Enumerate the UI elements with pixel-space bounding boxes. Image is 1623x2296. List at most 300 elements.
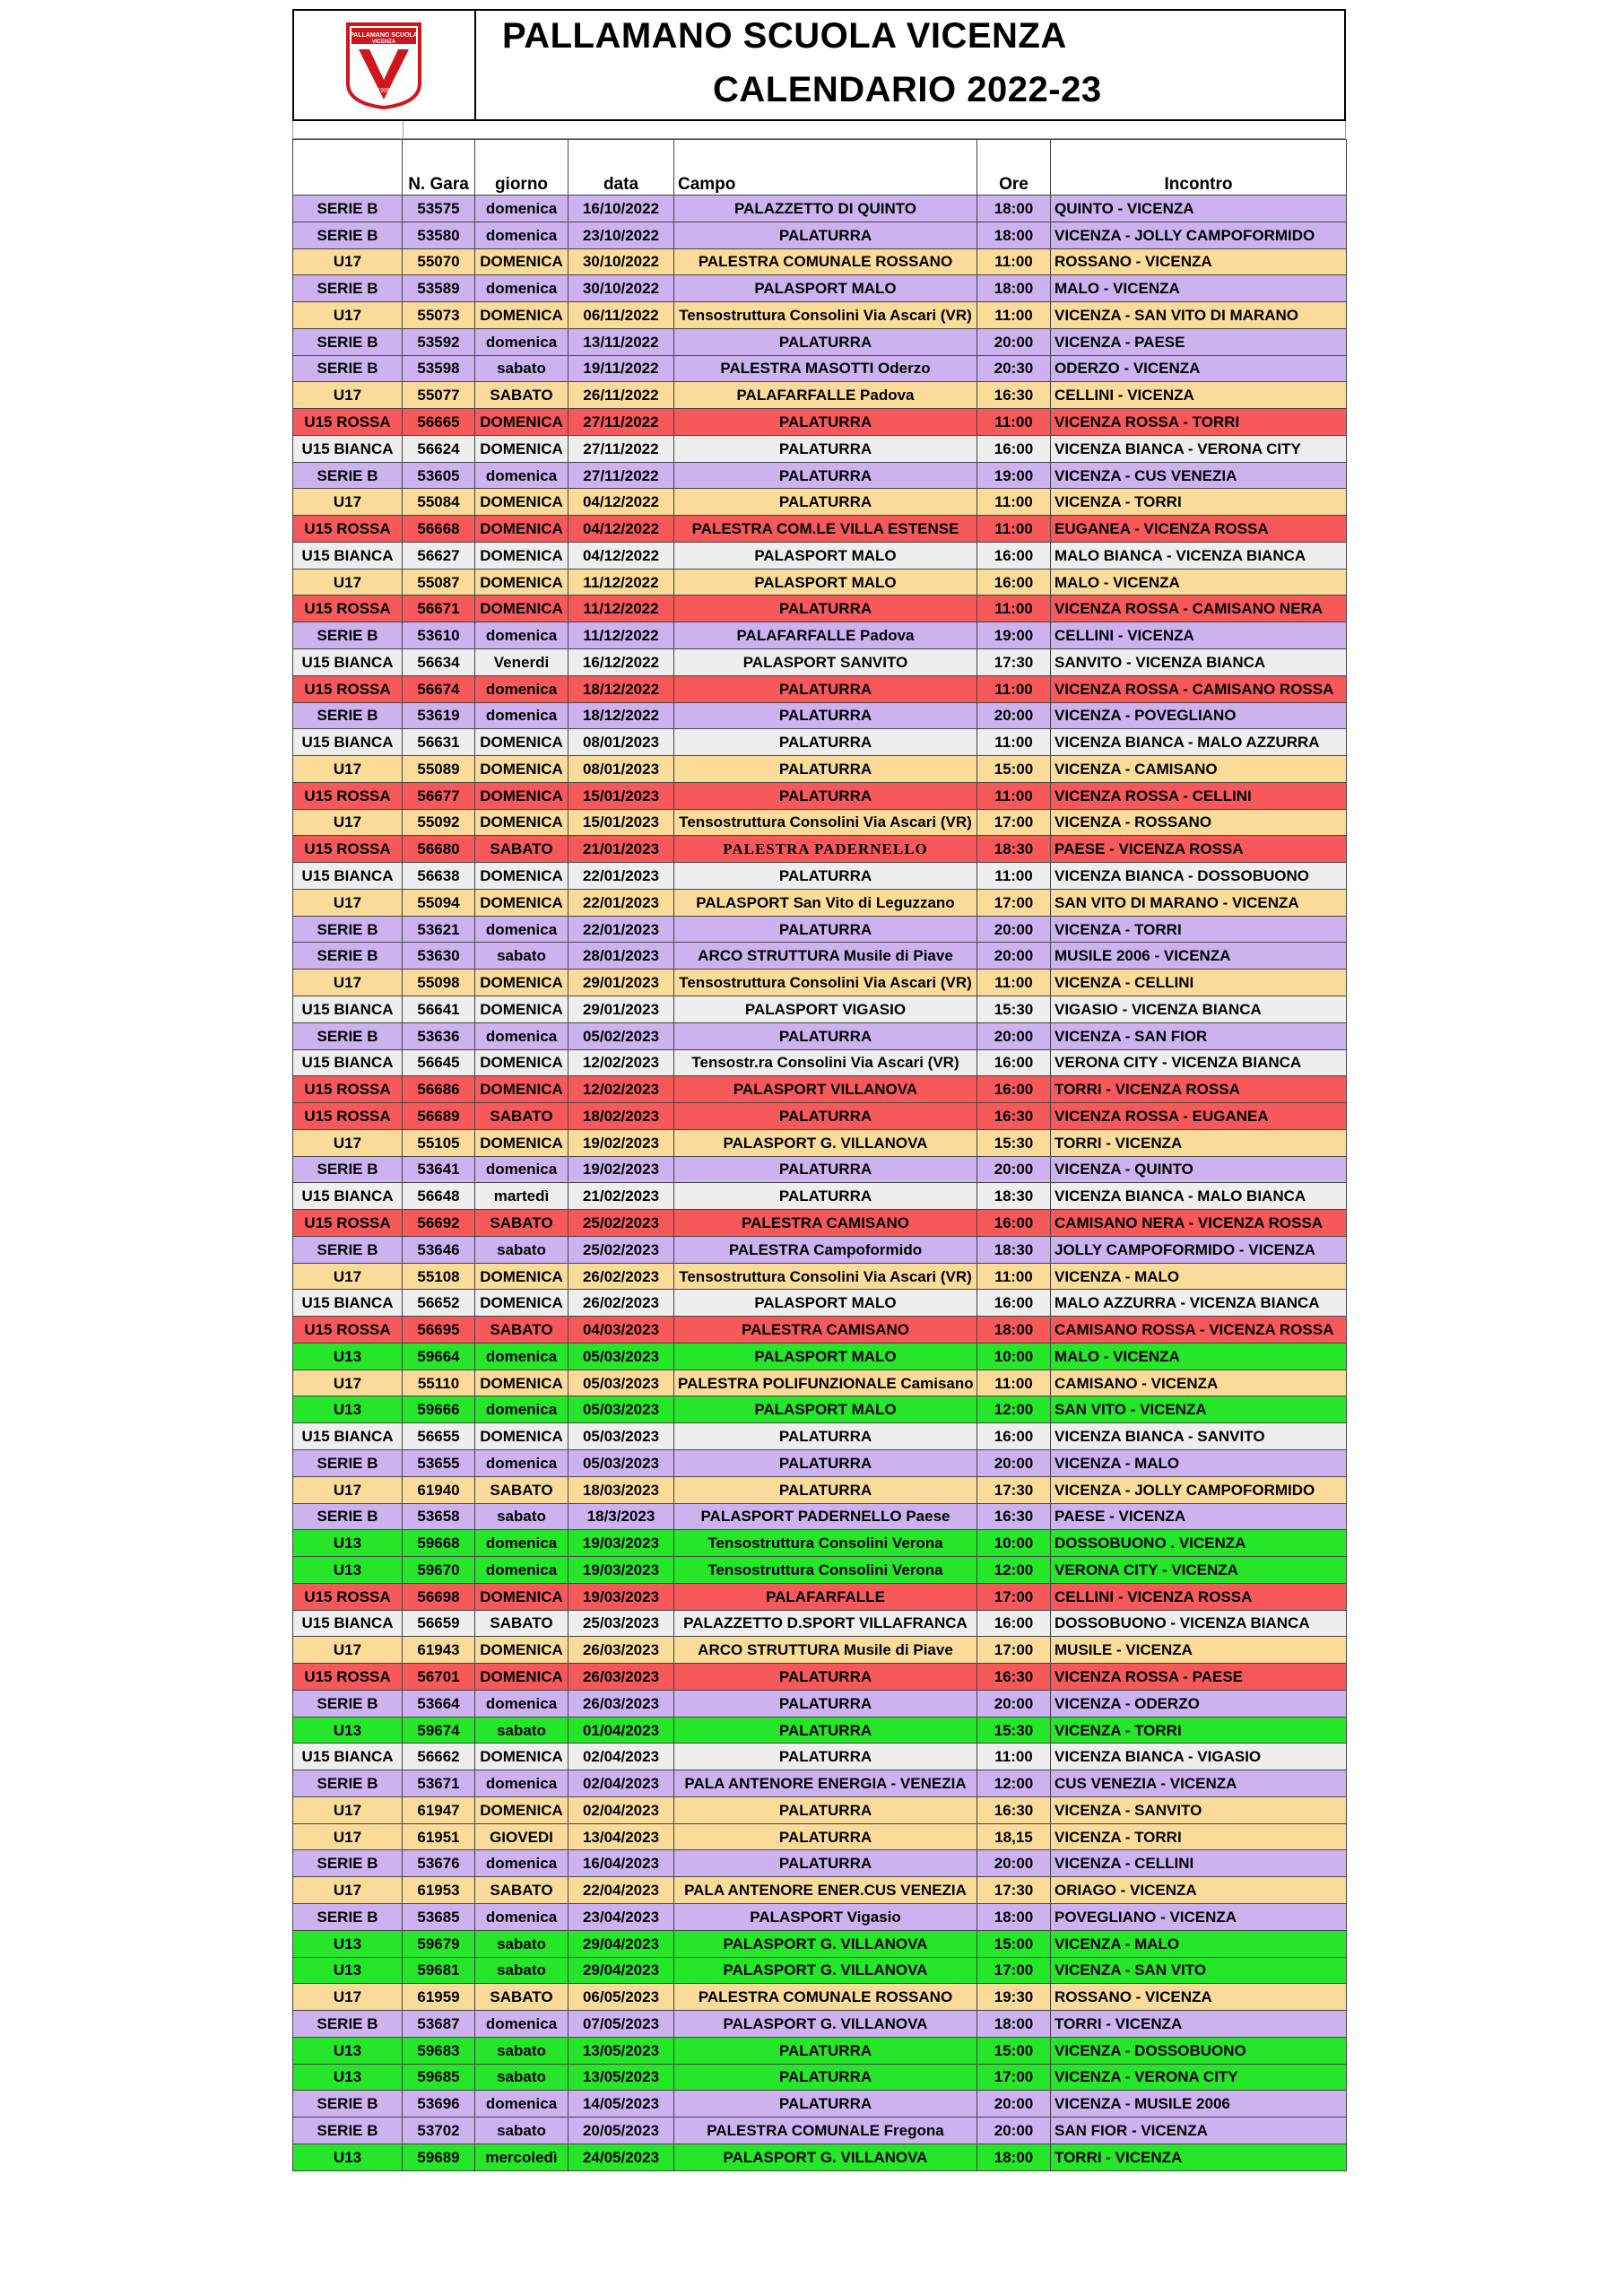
match-cell: VICENZA ROSSA - EUGANEA	[1051, 1103, 1347, 1130]
date-cell: 26/03/2023	[568, 1690, 674, 1717]
venue-cell: PALATURRA	[674, 675, 977, 702]
day-cell: SABATO	[475, 1877, 568, 1904]
game-number-cell: 56671	[403, 596, 475, 622]
venue-cell: PALATURRA	[674, 1796, 977, 1823]
venue-cell: PALASPORT San Vito di Leguzzano	[674, 889, 977, 916]
date-cell: 08/01/2023	[568, 756, 674, 783]
venue-cell: PALATURRA	[674, 1850, 977, 1877]
category-cell: U15 BIANCA	[293, 1744, 403, 1770]
table-row	[293, 756, 1347, 783]
day-cell: DOMENICA	[475, 1423, 568, 1450]
date-cell: 04/03/2023	[568, 1317, 674, 1344]
date-cell: 01/04/2023	[568, 1717, 674, 1744]
time-cell: 18:00	[977, 1317, 1051, 1344]
table-row	[293, 409, 1347, 436]
time-cell: 11:00	[977, 489, 1051, 516]
date-cell: 13/04/2023	[568, 1823, 674, 1850]
date-cell: 19/03/2023	[568, 1557, 674, 1584]
match-cell: VICENZA ROSSA - CAMISANO ROSSA	[1051, 675, 1347, 702]
date-cell: 11/12/2022	[568, 596, 674, 622]
time-cell: 16:30	[977, 1503, 1051, 1530]
match-cell: VICENZA - TORRI	[1051, 916, 1347, 943]
category-cell: U15 ROSSA	[293, 1664, 403, 1691]
match-cell: DOSSOBUONO - VICENZA BIANCA	[1051, 1610, 1347, 1637]
club-logo	[344, 21, 423, 110]
match-cell: VICENZA BIANCA - VERONA CITY	[1051, 435, 1347, 462]
table-row	[293, 1076, 1347, 1103]
table-row	[293, 970, 1347, 996]
match-cell: MALO - VICENZA	[1051, 1343, 1347, 1370]
game-number-cell: 56686	[403, 1076, 475, 1103]
day-cell: DOMENICA	[475, 435, 568, 462]
table-row	[293, 675, 1347, 702]
day-cell: domenica	[475, 2091, 568, 2118]
day-cell: domenica	[475, 916, 568, 943]
match-cell: MALO - VICENZA	[1051, 275, 1347, 302]
match-cell: SAN VITO - VICENZA	[1051, 1396, 1347, 1423]
venue-cell: PALASPORT G. VILLANOVA	[674, 1957, 977, 1984]
time-cell: 15:30	[977, 1129, 1051, 1156]
match-cell: VICENZA - JOLLY CAMPOFORMIDO	[1051, 222, 1347, 248]
game-number-cell: 53575	[403, 196, 475, 222]
table-row	[293, 622, 1347, 649]
day-cell: SABATO	[475, 382, 568, 409]
time-cell: 17:30	[977, 1877, 1051, 1904]
time-cell: 19:00	[977, 462, 1051, 489]
date-cell: 16/04/2023	[568, 1850, 674, 1877]
match-cell: VICENZA BIANCA - SANVITO	[1051, 1423, 1347, 1450]
game-number-cell: 56638	[403, 863, 475, 890]
match-cell: VICENZA - CUS VENEZIA	[1051, 462, 1347, 489]
game-number-cell: 55110	[403, 1370, 475, 1396]
time-cell: 17:30	[977, 1476, 1051, 1503]
match-cell: VICENZA - TORRI	[1051, 1717, 1347, 1744]
match-cell: POVEGLIANO - VICENZA	[1051, 1904, 1347, 1931]
match-cell: MUSILE - VICENZA	[1051, 1637, 1347, 1664]
day-cell: SABATO	[475, 1476, 568, 1503]
day-cell: DOMENICA	[475, 1290, 568, 1317]
time-cell: 17:00	[977, 1583, 1051, 1610]
date-cell: 27/11/2022	[568, 435, 674, 462]
time-cell: 10:00	[977, 1530, 1051, 1557]
match-cell: VICENZA - MALO	[1051, 1449, 1347, 1476]
time-cell: 12:00	[977, 1557, 1051, 1584]
table-row	[293, 1236, 1347, 1263]
category-cell: U15 ROSSA	[293, 1103, 403, 1130]
date-cell: 22/01/2023	[568, 889, 674, 916]
time-cell: 11:00	[977, 302, 1051, 329]
table-row	[293, 1343, 1347, 1370]
venue-cell: PALESTRA CAMISANO	[674, 1210, 977, 1237]
match-cell: PAESE - VICENZA ROSSA	[1051, 836, 1347, 863]
date-cell: 12/02/2023	[568, 1049, 674, 1076]
table-row	[293, 782, 1347, 809]
day-cell: DOMENICA	[475, 569, 568, 596]
day-cell: DOMENICA	[475, 782, 568, 809]
date-cell: 29/04/2023	[568, 1957, 674, 1984]
category-cell: SERIE B	[293, 275, 403, 302]
match-cell: VICENZA BIANCA - DOSSOBUONO	[1051, 863, 1347, 890]
page-subtitle: CALENDARIO 2022-23	[713, 70, 1102, 109]
logo-year: 1995	[376, 87, 391, 94]
date-cell: 25/02/2023	[568, 1236, 674, 1263]
date-cell: 02/04/2023	[568, 1770, 674, 1797]
schedule-body	[293, 196, 1347, 2171]
match-cell: CELLINI - VICENZA	[1051, 382, 1347, 409]
category-cell: U15 ROSSA	[293, 516, 403, 543]
game-number-cell: 56631	[403, 729, 475, 756]
table-row	[293, 649, 1347, 676]
time-cell: 20:00	[977, 2118, 1051, 2144]
venue-cell: Tensostr.ra Consolini Via Ascari (VR)	[674, 1049, 977, 1076]
match-cell: VICENZA ROSSA - CELLINI	[1051, 782, 1347, 809]
game-number-cell: 53592	[403, 328, 475, 355]
category-cell: U13	[293, 2144, 403, 2170]
venue-cell: PALESTRA POLIFUNZIONALE Camisano	[674, 1370, 977, 1396]
date-cell: 25/03/2023	[568, 1610, 674, 1637]
category-cell: SERIE B	[293, 1503, 403, 1530]
match-cell: DOSSOBUONO . VICENZA	[1051, 1530, 1347, 1557]
venue-cell: PALA ANTENORE ENERGIA - VENEZIA	[674, 1770, 977, 1797]
table-row	[293, 1984, 1347, 2011]
date-cell: 30/10/2022	[568, 248, 674, 275]
time-cell: 16:30	[977, 1103, 1051, 1130]
col-game-number: N. Gara	[403, 140, 475, 196]
match-cell: VICENZA - QUINTO	[1051, 1156, 1347, 1183]
category-cell: SERIE B	[293, 1770, 403, 1797]
venue-cell: PALATURRA	[674, 2091, 977, 2118]
category-cell: U15 BIANCA	[293, 1610, 403, 1637]
venue-cell: Tensostruttura Consolini Verona	[674, 1530, 977, 1557]
day-cell: DOMENICA	[475, 542, 568, 569]
table-row	[293, 302, 1347, 329]
table-row	[293, 355, 1347, 382]
time-cell: 18:30	[977, 836, 1051, 863]
date-cell: 26/02/2023	[568, 1263, 674, 1290]
game-number-cell: 56665	[403, 409, 475, 436]
category-cell: U17	[293, 1476, 403, 1503]
date-cell: 26/03/2023	[568, 1637, 674, 1664]
time-cell: 11:00	[977, 782, 1051, 809]
venue-cell: PALATURRA	[674, 702, 977, 729]
time-cell: 11:00	[977, 1263, 1051, 1290]
date-cell: 19/03/2023	[568, 1583, 674, 1610]
venue-cell: PALESTRA COMUNALE Fregona	[674, 2118, 977, 2144]
game-number-cell: 56659	[403, 1610, 475, 1637]
day-cell: domenica	[475, 1850, 568, 1877]
time-cell: 16:00	[977, 1610, 1051, 1637]
date-cell: 23/10/2022	[568, 222, 674, 248]
table-row	[293, 943, 1347, 970]
table-row	[293, 462, 1347, 489]
day-cell: DOMENICA	[475, 302, 568, 329]
date-cell: 14/05/2023	[568, 2091, 674, 2118]
venue-cell: PALATURRA	[674, 2064, 977, 2091]
venue-cell: PALASPORT MALO	[674, 542, 977, 569]
category-cell: SERIE B	[293, 355, 403, 382]
venue-cell: PALATURRA	[674, 409, 977, 436]
venue-cell: PALATURRA	[674, 222, 977, 248]
category-cell: SERIE B	[293, 1236, 403, 1263]
game-number-cell: 55092	[403, 809, 475, 836]
spacer-row	[292, 121, 1346, 139]
time-cell: 17:00	[977, 1637, 1051, 1664]
time-cell: 20:00	[977, 1690, 1051, 1717]
day-cell: sabato	[475, 1930, 568, 1957]
date-cell: 18/3/2023	[568, 1503, 674, 1530]
match-cell: VICENZA - PAESE	[1051, 328, 1347, 355]
logo-name: VICENZA	[371, 39, 395, 45]
table-row	[293, 702, 1347, 729]
date-cell: 26/03/2023	[568, 1664, 674, 1691]
game-number-cell: 53619	[403, 702, 475, 729]
day-cell: DOMENICA	[475, 596, 568, 622]
table-row	[293, 1610, 1347, 1637]
category-cell: U13	[293, 1930, 403, 1957]
date-cell: 21/01/2023	[568, 836, 674, 863]
game-number-cell: 61959	[403, 1984, 475, 2011]
date-cell: 05/03/2023	[568, 1449, 674, 1476]
game-number-cell: 53589	[403, 275, 475, 302]
date-cell: 23/04/2023	[568, 1904, 674, 1931]
category-cell: SERIE B	[293, 702, 403, 729]
venue-cell: PALATURRA	[674, 782, 977, 809]
game-number-cell: 56624	[403, 435, 475, 462]
game-number-cell: 59668	[403, 1530, 475, 1557]
day-cell: domenica	[475, 328, 568, 355]
time-cell: 16:00	[977, 1210, 1051, 1237]
day-cell: DOMENICA	[475, 1637, 568, 1664]
date-cell: 19/11/2022	[568, 355, 674, 382]
category-cell: U17	[293, 489, 403, 516]
venue-cell: Tensostruttura Consolini Via Ascari (VR)	[674, 1263, 977, 1290]
day-cell: domenica	[475, 675, 568, 702]
category-cell: SERIE B	[293, 328, 403, 355]
day-cell: domenica	[475, 1343, 568, 1370]
time-cell: 18:30	[977, 1236, 1051, 1263]
venue-cell: PALESTRA COMUNALE ROSSANO	[674, 1984, 977, 2011]
match-cell: TORRI - VICENZA	[1051, 2011, 1347, 2038]
date-cell: 22/04/2023	[568, 1877, 674, 1904]
table-row	[293, 435, 1347, 462]
category-cell: U17	[293, 1370, 403, 1396]
match-cell: VICENZA - SAN VITO DI MARANO	[1051, 302, 1347, 329]
day-cell: domenica	[475, 275, 568, 302]
venue-cell: Tensostruttura Consolini Via Ascari (VR)	[674, 970, 977, 996]
category-cell: U17	[293, 889, 403, 916]
game-number-cell: 53658	[403, 1503, 475, 1530]
game-number-cell: 56648	[403, 1183, 475, 1210]
day-cell: domenica	[475, 702, 568, 729]
date-cell: 20/05/2023	[568, 2118, 674, 2144]
category-cell: U15 BIANCA	[293, 1290, 403, 1317]
date-cell: 18/12/2022	[568, 702, 674, 729]
day-cell: sabato	[475, 2064, 568, 2091]
category-cell: U15 ROSSA	[293, 782, 403, 809]
time-cell: 15:00	[977, 1930, 1051, 1957]
match-cell: VICENZA BIANCA - MALO AZZURRA	[1051, 729, 1347, 756]
game-number-cell: 56695	[403, 1317, 475, 1344]
time-cell: 18:00	[977, 1904, 1051, 1931]
date-cell: 05/03/2023	[568, 1396, 674, 1423]
venue-cell: PALAFARFALLE Padova	[674, 382, 977, 409]
day-cell: domenica	[475, 196, 568, 222]
venue-cell: PALESTRA MASOTTI Oderzo	[674, 355, 977, 382]
table-row	[293, 2091, 1347, 2118]
time-cell: 20:30	[977, 355, 1051, 382]
category-cell: U15 BIANCA	[293, 863, 403, 890]
venue-cell: PALATURRA	[674, 1103, 977, 1130]
category-cell: U17	[293, 382, 403, 409]
match-cell: VICENZA ROSSA - PAESE	[1051, 1664, 1347, 1691]
game-number-cell: 61943	[403, 1637, 475, 1664]
time-cell: 20:00	[977, 328, 1051, 355]
game-number-cell: 53610	[403, 622, 475, 649]
match-cell: TORRI - VICENZA ROSSA	[1051, 1076, 1347, 1103]
date-cell: 21/02/2023	[568, 1183, 674, 1210]
time-cell: 15:30	[977, 1717, 1051, 1744]
game-number-cell: 53598	[403, 355, 475, 382]
table-row	[293, 569, 1347, 596]
category-cell: SERIE B	[293, 622, 403, 649]
game-number-cell: 56689	[403, 1103, 475, 1130]
venue-cell: Tensostruttura Consolini Via Ascari (VR)	[674, 809, 977, 836]
game-number-cell: 55087	[403, 569, 475, 596]
match-cell: VICENZA - JOLLY CAMPOFORMIDO	[1051, 1476, 1347, 1503]
game-number-cell: 55077	[403, 382, 475, 409]
match-cell: ROSSANO - VICENZA	[1051, 1984, 1347, 2011]
day-cell: sabato	[475, 355, 568, 382]
time-cell: 17:00	[977, 1957, 1051, 1984]
day-cell: DOMENICA	[475, 1049, 568, 1076]
time-cell: 17:00	[977, 2064, 1051, 2091]
game-number-cell: 53605	[403, 462, 475, 489]
time-cell: 18:00	[977, 222, 1051, 248]
match-cell: VICENZA - POVEGLIANO	[1051, 702, 1347, 729]
venue-cell: PALATURRA	[674, 1022, 977, 1049]
date-cell: 25/02/2023	[568, 1210, 674, 1237]
game-number-cell: 56655	[403, 1423, 475, 1450]
table-row	[293, 516, 1347, 543]
table-row	[293, 2011, 1347, 2038]
game-number-cell: 56641	[403, 996, 475, 1022]
category-cell: U17	[293, 1877, 403, 1904]
day-cell: martedì	[475, 1183, 568, 1210]
category-cell: U17	[293, 756, 403, 783]
match-cell: VIGASIO - VICENZA BIANCA	[1051, 996, 1347, 1022]
category-cell: U17	[293, 1637, 403, 1664]
col-day: giorno	[475, 140, 568, 196]
day-cell: DOMENICA	[475, 489, 568, 516]
match-cell: VICENZA - SAN VITO	[1051, 1957, 1347, 1984]
venue-cell: PALASPORT MALO	[674, 275, 977, 302]
date-cell: 27/11/2022	[568, 462, 674, 489]
table-row	[293, 809, 1347, 836]
date-cell: 15/01/2023	[568, 782, 674, 809]
time-cell: 17:00	[977, 809, 1051, 836]
category-cell: SERIE B	[293, 222, 403, 248]
match-cell: VICENZA - TORRI	[1051, 489, 1347, 516]
category-cell: U15 ROSSA	[293, 1210, 403, 1237]
day-cell: DOMENICA	[475, 1263, 568, 1290]
day-cell: SABATO	[475, 1984, 568, 2011]
day-cell: DOMENICA	[475, 970, 568, 996]
game-number-cell: 56627	[403, 542, 475, 569]
category-cell: SERIE B	[293, 1904, 403, 1931]
col-venue: Campo	[674, 140, 977, 196]
venue-cell: PALATURRA	[674, 489, 977, 516]
match-cell: QUINTO - VICENZA	[1051, 196, 1347, 222]
table-row	[293, 248, 1347, 275]
match-cell: MALO AZZURRA - VICENZA BIANCA	[1051, 1290, 1347, 1317]
time-cell: 16:30	[977, 382, 1051, 409]
table-row	[293, 2118, 1347, 2144]
date-cell: 05/03/2023	[568, 1343, 674, 1370]
table-row	[293, 2037, 1347, 2064]
time-cell: 11:00	[977, 1370, 1051, 1396]
venue-cell: PALESTRA CAMISANO	[674, 1317, 977, 1344]
day-cell: domenica	[475, 1557, 568, 1584]
venue-cell: PALASPORT G. VILLANOVA	[674, 2144, 977, 2170]
game-number-cell: 56662	[403, 1744, 475, 1770]
category-cell: SERIE B	[293, 2011, 403, 2038]
day-cell: GIOVEDI	[475, 1823, 568, 1850]
day-cell: domenica	[475, 1022, 568, 1049]
table-row	[293, 196, 1347, 222]
table-row	[293, 275, 1347, 302]
game-number-cell: 56680	[403, 836, 475, 863]
table-row	[293, 1449, 1347, 1476]
day-cell: DOMENICA	[475, 809, 568, 836]
category-cell: SERIE B	[293, 916, 403, 943]
time-cell: 11:00	[977, 970, 1051, 996]
day-cell: DOMENICA	[475, 248, 568, 275]
date-cell: 05/02/2023	[568, 1022, 674, 1049]
time-cell: 11:00	[977, 409, 1051, 436]
table-row	[293, 1904, 1347, 1931]
venue-cell: PALASPORT Vigasio	[674, 1904, 977, 1931]
date-cell: 07/05/2023	[568, 2011, 674, 2038]
match-cell: EUGANEA - VICENZA ROSSA	[1051, 516, 1347, 543]
time-cell: 11:00	[977, 248, 1051, 275]
time-cell: 16:00	[977, 1076, 1051, 1103]
table-row	[293, 222, 1347, 248]
game-number-cell: 59670	[403, 1557, 475, 1584]
category-cell: U13	[293, 1557, 403, 1584]
page-title: PALLAMANO SCUOLA VICENZA	[502, 16, 1067, 56]
time-cell: 16:00	[977, 1290, 1051, 1317]
venue-cell: PALESTRA COM.LE VILLA ESTENSE	[674, 516, 977, 543]
time-cell: 16:00	[977, 569, 1051, 596]
venue-cell: PALATURRA	[674, 1664, 977, 1691]
day-cell: sabato	[475, 1503, 568, 1530]
venue-cell: PALATURRA	[674, 462, 977, 489]
game-number-cell: 56645	[403, 1049, 475, 1076]
match-cell: VICENZA - CELLINI	[1051, 970, 1347, 996]
category-cell: U17	[293, 302, 403, 329]
day-cell: DOMENICA	[475, 516, 568, 543]
game-number-cell: 56634	[403, 649, 475, 676]
date-cell: 02/04/2023	[568, 1796, 674, 1823]
time-cell: 20:00	[977, 1022, 1051, 1049]
day-cell: sabato	[475, 2118, 568, 2144]
venue-cell: PALATURRA	[674, 916, 977, 943]
date-cell: 12/02/2023	[568, 1076, 674, 1103]
table-row	[293, 1850, 1347, 1877]
time-cell: 11:00	[977, 675, 1051, 702]
time-cell: 12:00	[977, 1396, 1051, 1423]
time-cell: 15:30	[977, 996, 1051, 1022]
